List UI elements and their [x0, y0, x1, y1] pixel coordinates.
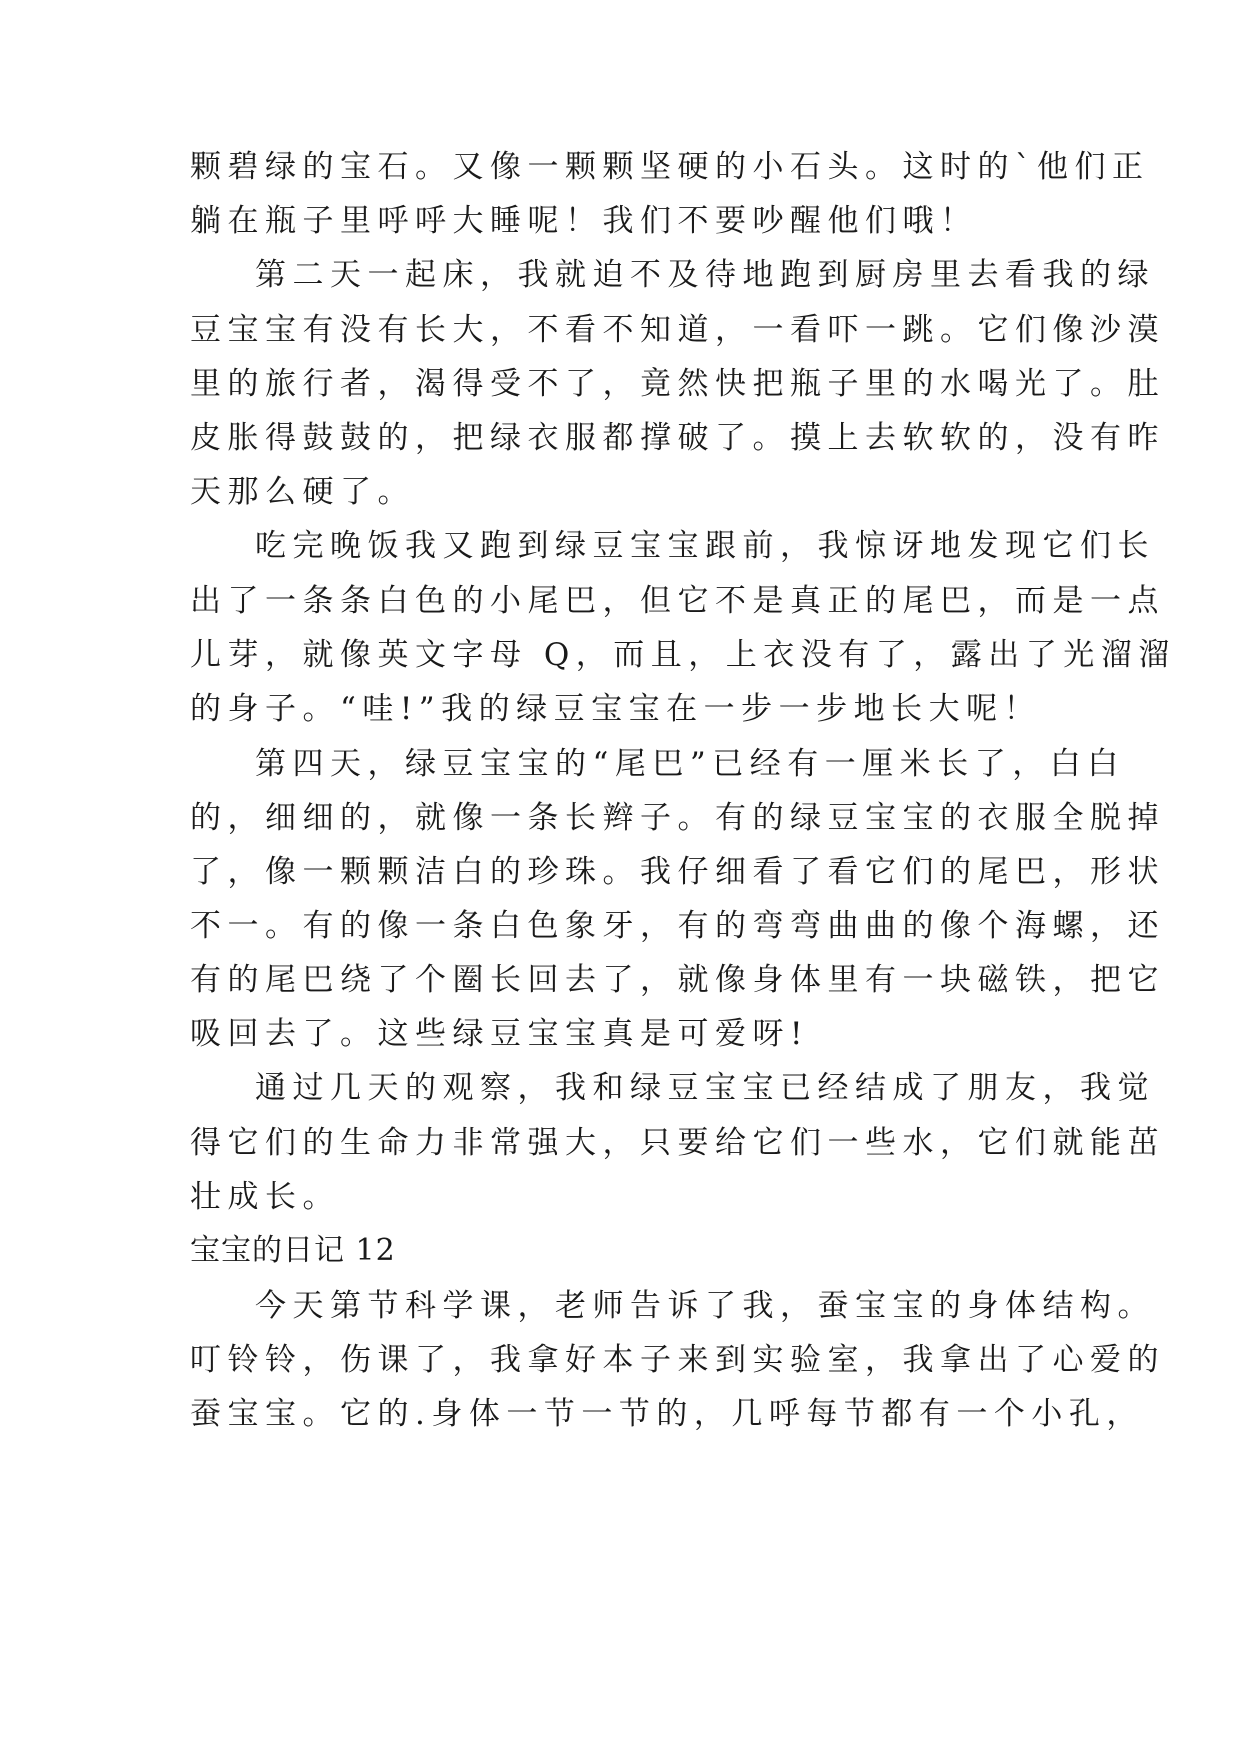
text-line: 的，细细的，就像一条长辫子。有的绿豆宝宝的衣服全脱掉 [190, 800, 1165, 836]
text-line: 吃完晚饭我又跑到绿豆宝宝跟前，我惊讶地发现它们长 [255, 528, 1155, 564]
text-line: 天那么硬了。 [190, 474, 415, 510]
text-line: 躺在瓶子里呼呼大睡呢！我们不要吵醒他们哦！ [190, 203, 978, 239]
text-line: 的身子。“哇!”我的绿豆宝宝在一步一步地长大呢！ [190, 691, 1042, 727]
text-line: 叮铃铃，伤课了，我拿好本子来到实验室，我拿出了心爱的 [190, 1342, 1165, 1378]
text-line: 得它们的生命力非常强大，只要给它们一些水，它们就能茁 [190, 1125, 1165, 1161]
text-line: 壮成长。 [190, 1179, 340, 1215]
text-line: 豆宝宝有没有长大，不看不知道，一看吓一跳。它们像沙漠 [190, 312, 1165, 348]
text-line: 有的尾巴绕了个圈长回去了，就像身体里有一块磁铁，把它 [190, 962, 1165, 998]
text-line: 里的旅行者，渴得受不了，竟然快把瓶子里的水喝光了。肚 [190, 366, 1165, 402]
text-line: 第四天，绿豆宝宝的“尾巴”已经有一厘米长了，白白 [255, 746, 1125, 782]
text-line: 通过几天的观察，我和绿豆宝宝已经结成了朋友，我觉 [255, 1070, 1155, 1106]
text-line: 皮胀得鼓鼓的，把绿衣服都撑破了。摸上去软软的，没有昨 [190, 420, 1165, 456]
section-title: 宝宝的日记 12 [190, 1233, 396, 1268]
text-line: 吸回去了。这些绿豆宝宝真是可爱呀! [190, 1016, 809, 1052]
text-line: 第二天一起床，我就迫不及待地跑到厨房里去看我的绿 [255, 257, 1155, 293]
text-line: 今天第节科学课，老师告诉了我，蚕宝宝的身体结构。 [255, 1288, 1155, 1324]
text-line: 不一。有的像一条白色象牙，有的弯弯曲曲的像个海螺，还 [190, 908, 1165, 944]
text-line: 了，像一颗颗洁白的珍珠。我仔细看了看它们的尾巴，形状 [190, 854, 1165, 890]
text-line: 蚕宝宝。它的.身体一节一节的，几呼每节都有一个小孔， [190, 1396, 1144, 1432]
text-line: 出了一条条白色的小尾巴，但它不是真正的尾巴，而是一点 [190, 583, 1165, 619]
text-line: 儿芽，就像英文字母 Q，而且，上衣没有了，露出了光溜溜 [190, 637, 1176, 673]
text-line: 颗碧绿的宝石。又像一颗颗坚硬的小石头。这时的`他们正 [190, 149, 1150, 185]
